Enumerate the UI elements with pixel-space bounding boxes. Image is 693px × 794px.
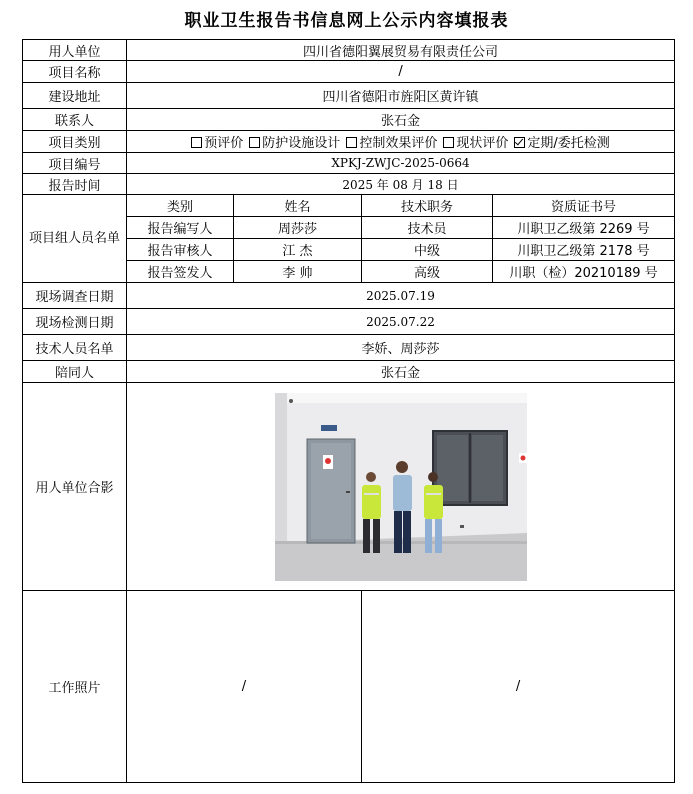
team-header-title: 技术职务 (362, 195, 493, 217)
label-report-time: 报告时间 (23, 174, 127, 195)
value-project-name: / (127, 61, 675, 83)
option-pre-evaluation: 预评价 (191, 132, 243, 151)
row-contact (23, 109, 675, 131)
row-work-photos (23, 591, 675, 783)
row-project-type (23, 131, 675, 153)
group-photo-image (275, 393, 527, 581)
row-group-photo (23, 383, 675, 591)
value-address: 四川省德阳市旌阳区黄许镇 (127, 83, 675, 109)
checkbox-icon (249, 137, 260, 148)
label-work-photo: 工作照片 (23, 591, 127, 783)
checkbox-icon (191, 137, 202, 148)
row-project-no (23, 153, 675, 174)
team-category: 报告编写人 (127, 217, 234, 239)
team-cert: 川职卫乙级第 2269 号 (493, 217, 675, 239)
label-escort: 陪同人 (23, 361, 127, 383)
label-survey-date: 现场调查日期 (23, 283, 127, 309)
checkbox-checked-icon (514, 137, 525, 148)
row-test-date (23, 309, 675, 335)
option-protection-design: 防护设施设计 (249, 132, 340, 151)
label-address: 建设地址 (23, 83, 127, 109)
value-survey-date: 2025.07.19 (127, 283, 675, 309)
group-photo-cell (127, 383, 675, 591)
row-survey-date (23, 283, 675, 309)
label-test-date: 现场检测日期 (23, 309, 127, 335)
label-technicians: 技术人员名单 (23, 335, 127, 361)
page-title: 职业卫生报告书信息网上公示内容填报表 (184, 11, 509, 31)
team-header-name: 姓名 (234, 195, 362, 217)
team-header-row (23, 195, 675, 217)
label-group-photo: 用人单位合影 (23, 383, 127, 591)
team-category: 报告签发人 (127, 261, 234, 283)
group-photo (275, 393, 527, 581)
team-name: 周莎莎 (234, 217, 362, 239)
checkbox-icon (443, 137, 454, 148)
label-project-type: 项目类别 (23, 131, 127, 153)
label-team: 项目组人员名单 (23, 195, 127, 283)
value-technicians: 李娇、周莎莎 (127, 335, 675, 361)
team-header-cert: 资质证书号 (493, 195, 675, 217)
checkbox-icon (346, 137, 357, 148)
row-address (23, 83, 675, 109)
work-photo-2: / (362, 591, 675, 783)
label-project-name: 项目名称 (23, 61, 127, 83)
value-contact: 张石金 (127, 109, 675, 131)
value-project-no: XPKJ-ZWJC-2025-0664 (127, 153, 675, 174)
team-name: 李 帅 (234, 261, 362, 283)
value-employer: 四川省德阳翼展贸易有限责任公司 (127, 40, 675, 61)
project-type-options (127, 131, 675, 153)
team-category: 报告审核人 (127, 239, 234, 261)
team-cert: 川职（检）20210189 号 (493, 261, 675, 283)
label-contact: 联系人 (23, 109, 127, 131)
option-periodic-testing: 定期/委托检测 (514, 132, 609, 151)
row-report-time (23, 174, 675, 195)
value-report-time: 2025 年 08 月 18 日 (127, 174, 675, 195)
row-technicians (23, 335, 675, 361)
work-photo-1: / (127, 591, 362, 783)
label-employer: 用人单位 (23, 40, 127, 61)
row-employer (23, 40, 675, 61)
value-escort: 张石金 (127, 361, 675, 383)
team-title: 高级 (362, 261, 493, 283)
option-status-evaluation: 现状评价 (443, 132, 508, 151)
disclosure-form-table (22, 39, 675, 783)
team-title: 技术员 (362, 217, 493, 239)
row-project-name (23, 61, 675, 83)
value-test-date: 2025.07.22 (127, 309, 675, 335)
team-cert: 川职卫乙级第 2178 号 (493, 239, 675, 261)
team-name: 江 杰 (234, 239, 362, 261)
option-control-effect: 控制效果评价 (346, 132, 437, 151)
row-escort (23, 361, 675, 383)
team-title: 中级 (362, 239, 493, 261)
label-project-no: 项目编号 (23, 153, 127, 174)
team-header-category: 类别 (127, 195, 234, 217)
